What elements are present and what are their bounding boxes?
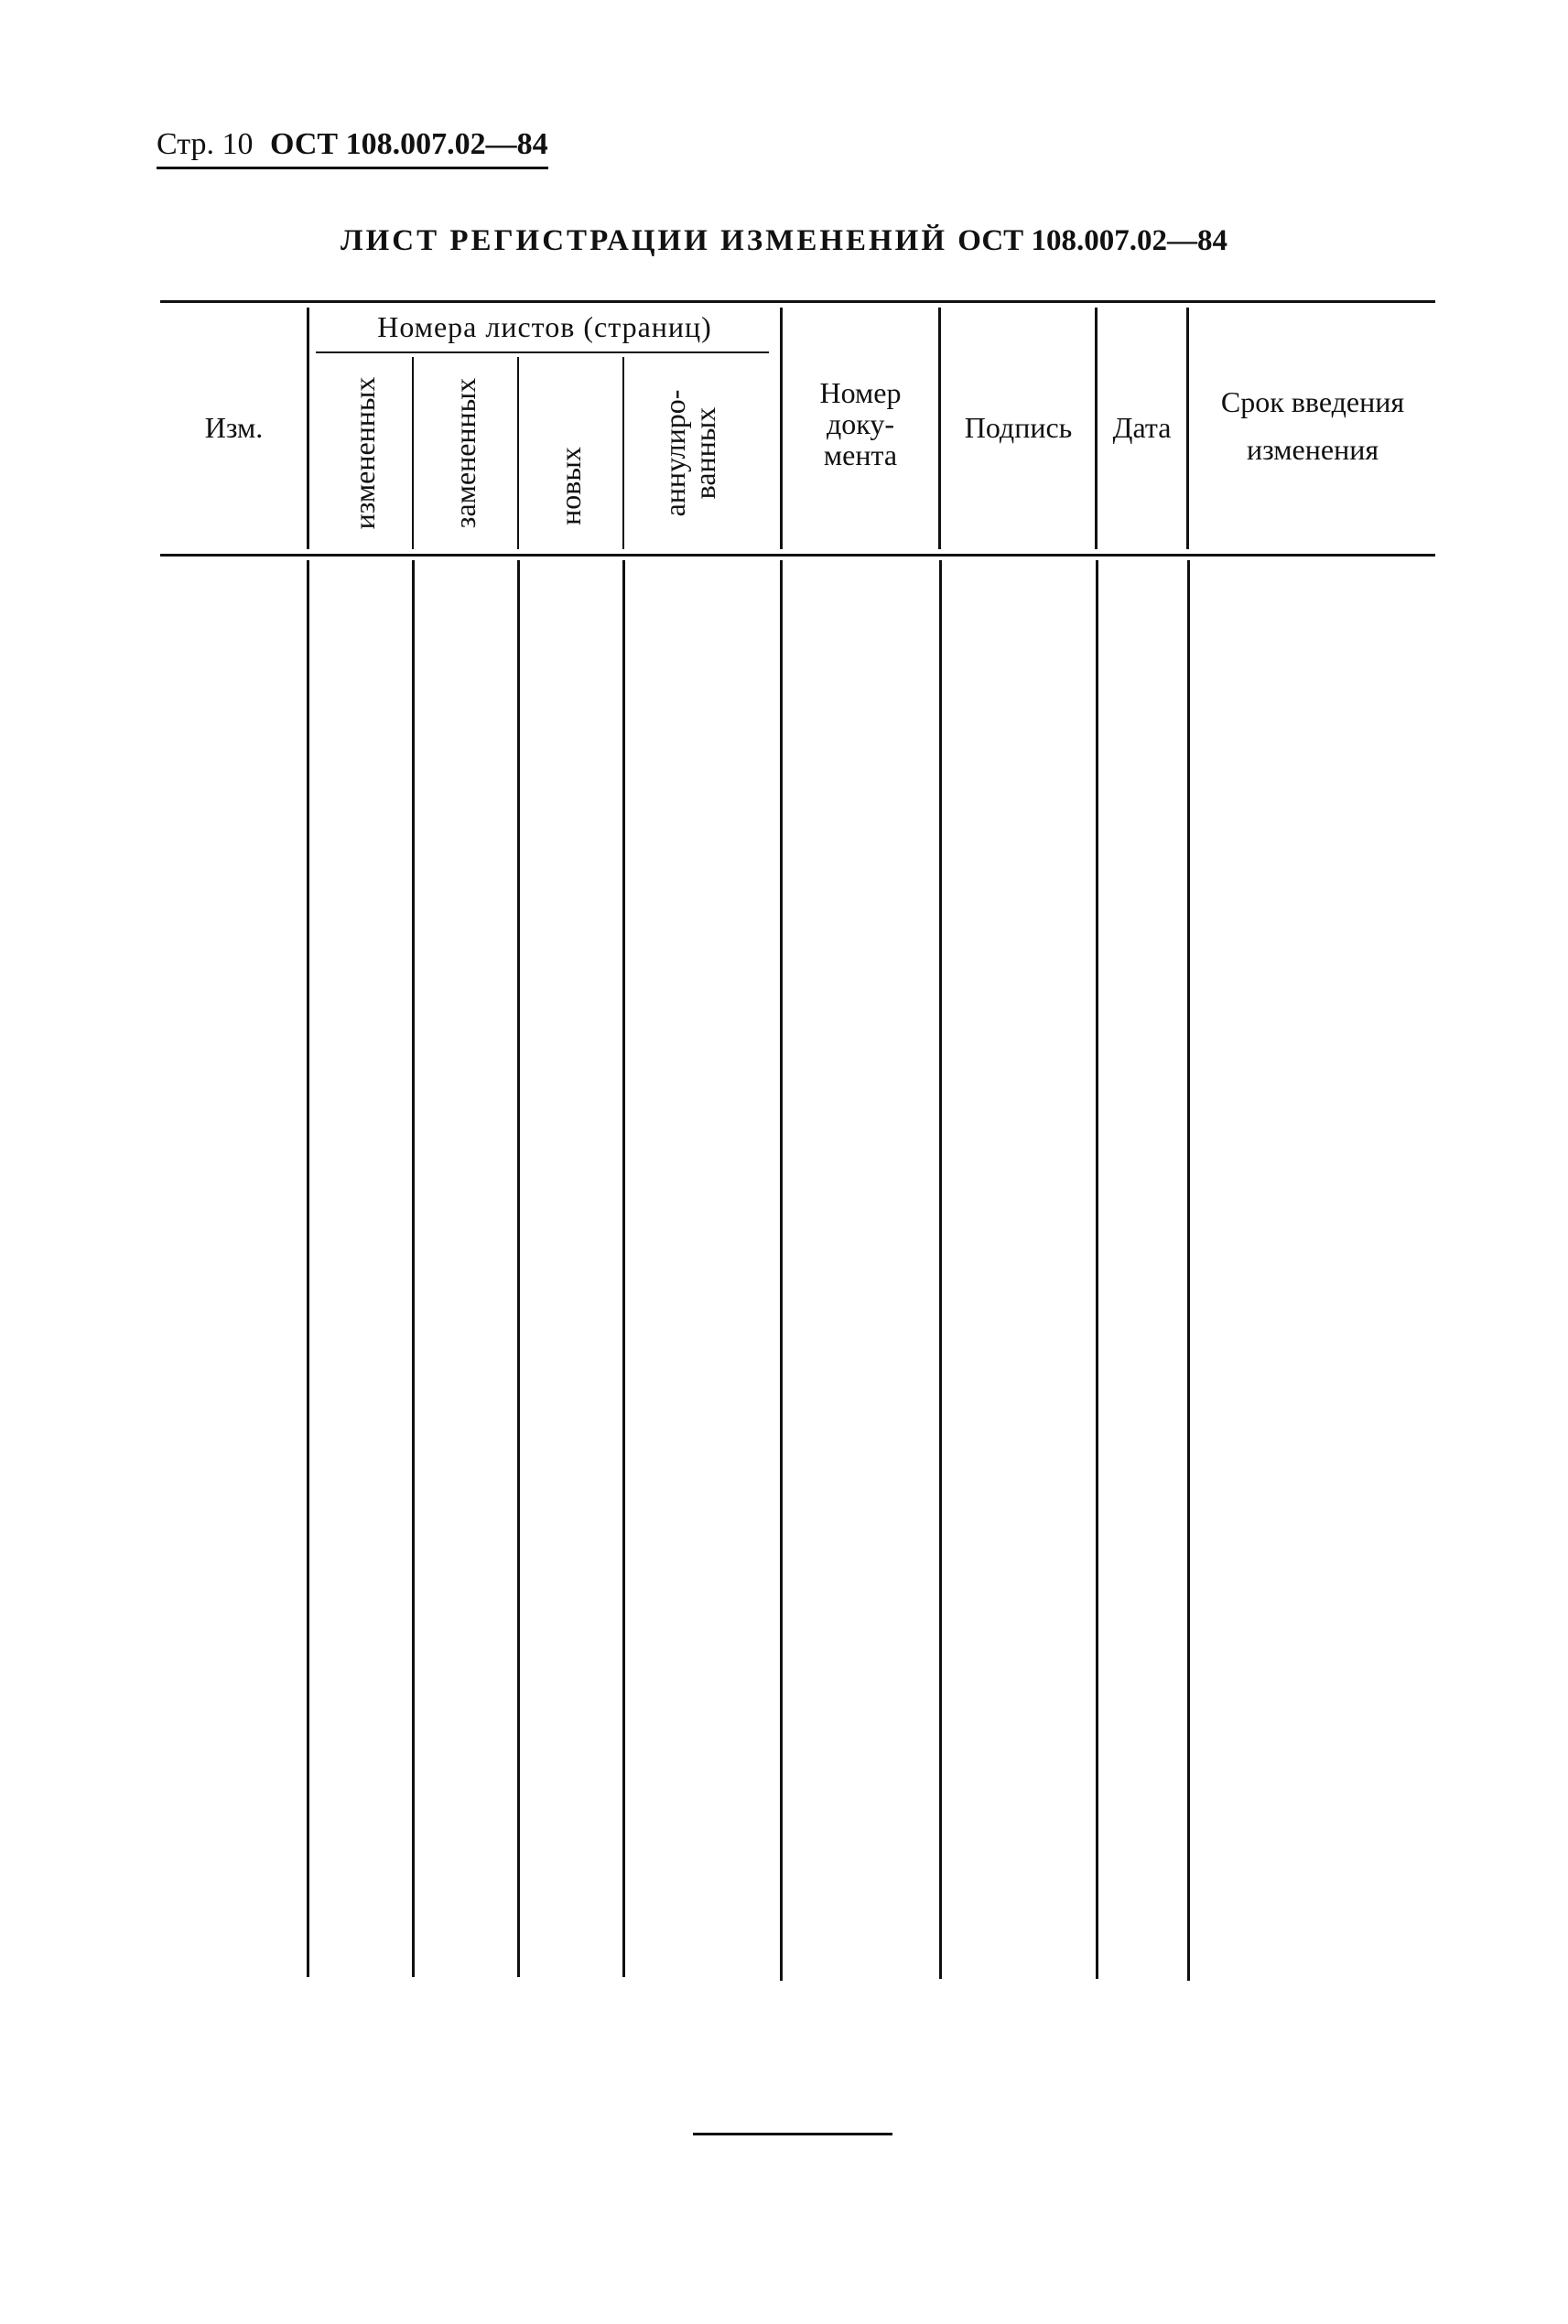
- col-date-header: Дата: [1112, 411, 1172, 444]
- page-numbers-group-header: Номера листов (страниц): [377, 310, 712, 343]
- col-divider-7-body: [1096, 560, 1098, 1979]
- col-izm-header: Изм.: [204, 411, 264, 444]
- col-docnum-header-line3: мента: [823, 438, 898, 471]
- group-underline: [316, 351, 769, 353]
- header-bottom-rule: [160, 554, 1435, 557]
- col-docnum-header-line2: доку-: [826, 407, 895, 440]
- col-docnum-header-line1: Номер: [819, 376, 902, 409]
- footer-rule: [693, 2133, 892, 2135]
- col-divider-6-head: [938, 308, 941, 549]
- col-changed-header: измененных: [348, 376, 381, 530]
- sheet-title: [0, 224, 1568, 258]
- col-signature-header: Подпись: [964, 411, 1073, 444]
- col-new-header: новых: [554, 447, 587, 525]
- col-annulled-header-line2: ванных: [688, 406, 721, 500]
- sheet-title-doc-code: ОСТ 108.007.02—84: [957, 224, 1227, 257]
- col-divider-7-head: [1095, 308, 1098, 549]
- col-divider-2-body: [412, 560, 415, 1977]
- col-divider-1-body: [307, 560, 309, 1977]
- page-number: Стр. 10: [157, 127, 254, 161]
- col-divider-4-body: [622, 560, 625, 1977]
- page-header: [157, 126, 548, 169]
- col-term-header-line2: изменения: [1246, 433, 1379, 466]
- table-top-rule: [160, 300, 1435, 303]
- col-divider-3-head: [517, 357, 519, 549]
- col-annulled-header-line1: аннулиро-: [658, 389, 691, 517]
- col-divider-8-head: [1186, 308, 1189, 549]
- col-divider-4-head: [622, 357, 624, 549]
- col-divider-5-head: [780, 308, 783, 549]
- col-divider-8-body: [1187, 560, 1190, 1981]
- col-replaced-header: замененных: [449, 377, 481, 529]
- col-term-header-line1: Срок введения: [1220, 385, 1405, 418]
- sheet-title-text: ЛИСТ РЕГИСТРАЦИИ ИЗМЕНЕНИЙ: [341, 224, 948, 257]
- col-divider-3-body: [517, 560, 520, 1977]
- col-divider-1-head: [307, 308, 309, 549]
- col-divider-6-body: [939, 560, 942, 1979]
- col-divider-5-body: [780, 560, 783, 1981]
- header-doc-code: ОСТ 108.007.02—84: [270, 127, 548, 161]
- col-divider-2-head: [412, 357, 414, 549]
